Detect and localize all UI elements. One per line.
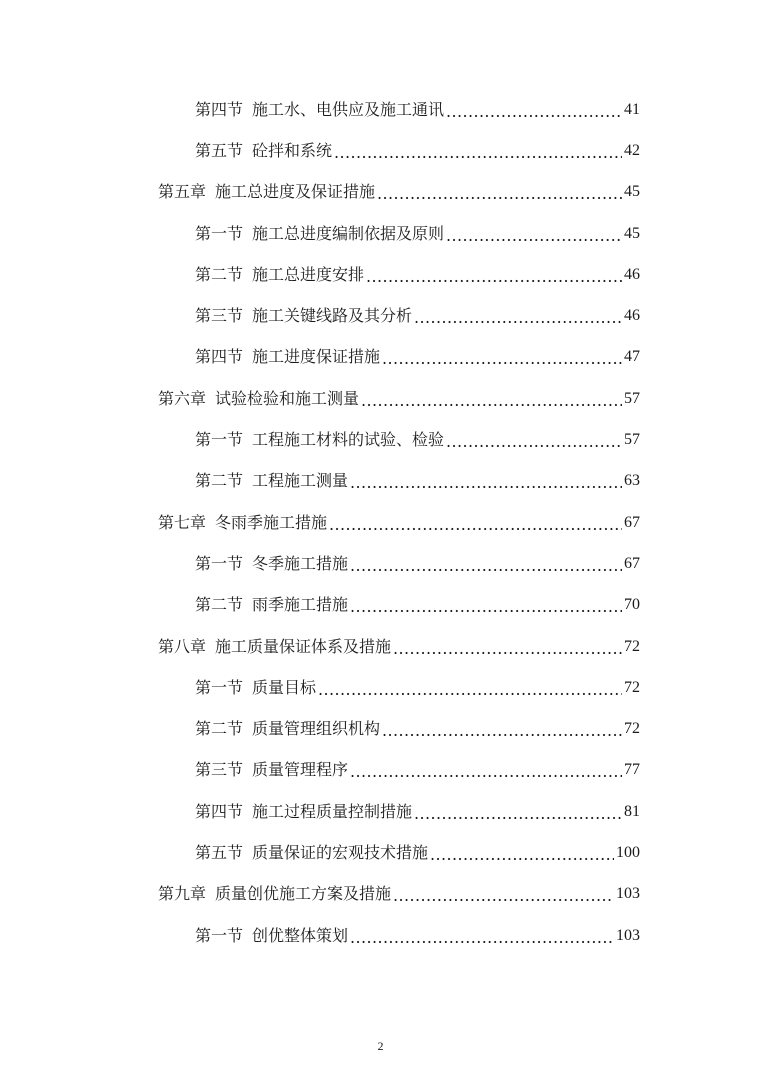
chapter-label: 第八章 bbox=[158, 636, 207, 656]
entry-page-number: 41 bbox=[624, 100, 640, 118]
entry-page-number: 72 bbox=[624, 637, 640, 655]
dot-leader bbox=[446, 102, 622, 122]
entry-page-number: 42 bbox=[624, 141, 640, 159]
toc-section-entry[interactable] bbox=[0, 254, 640, 295]
dot-leader bbox=[329, 515, 622, 535]
entry-title: 雨季施工措施 bbox=[252, 595, 349, 615]
entry-title: 试验检验和施工测量 bbox=[215, 388, 360, 408]
table-of-contents bbox=[0, 89, 761, 956]
entry-page-number: 45 bbox=[624, 183, 640, 201]
entry-page-number: 67 bbox=[624, 513, 640, 531]
section-label: 第一节 bbox=[195, 925, 244, 945]
entry-page-number: 70 bbox=[624, 596, 640, 614]
entry-title: 工程施工测量 bbox=[252, 471, 349, 491]
entry-title: 质量目标 bbox=[252, 677, 317, 697]
entry-title: 施工总进度安排 bbox=[252, 264, 365, 284]
section-label: 第二节 bbox=[195, 719, 244, 739]
entry-title: 施工过程质量控制措施 bbox=[252, 801, 413, 821]
entry-page-number: 72 bbox=[624, 720, 640, 738]
dot-leader bbox=[377, 184, 622, 204]
section-label: 第五节 bbox=[195, 842, 244, 862]
entry-title: 冬季施工措施 bbox=[252, 553, 349, 573]
dot-leader bbox=[350, 473, 622, 493]
dot-leader bbox=[350, 928, 614, 948]
dot-leader bbox=[446, 226, 622, 246]
entry-title: 质量保证的宏观技术措施 bbox=[252, 842, 429, 862]
entry-page-number: 100 bbox=[616, 843, 640, 861]
dot-leader bbox=[366, 267, 622, 287]
section-label: 第三节 bbox=[195, 306, 244, 326]
toc-section-entry[interactable] bbox=[0, 543, 640, 584]
section-label: 第三节 bbox=[195, 760, 244, 780]
section-label: 第四节 bbox=[195, 347, 244, 367]
entry-page-number: 47 bbox=[624, 348, 640, 366]
toc-section-entry[interactable] bbox=[0, 213, 640, 254]
entry-title: 创优整体策划 bbox=[252, 925, 349, 945]
entry-page-number: 77 bbox=[624, 761, 640, 779]
toc-section-entry[interactable] bbox=[0, 337, 640, 378]
page-number: 2 bbox=[377, 1039, 384, 1053]
section-label: 第一节 bbox=[195, 677, 244, 697]
toc-section-entry[interactable] bbox=[0, 295, 640, 336]
entry-title: 质量创优施工方案及措施 bbox=[215, 884, 392, 904]
toc-chapter-entry[interactable] bbox=[0, 502, 640, 543]
entry-title: 工程施工材料的试验、检验 bbox=[252, 430, 445, 450]
dot-leader bbox=[393, 886, 614, 906]
toc-chapter-entry[interactable] bbox=[0, 626, 640, 667]
entry-title: 施工总进度编制依据及原则 bbox=[252, 223, 445, 243]
entry-page-number: 45 bbox=[624, 224, 640, 242]
chapter-label: 第五章 bbox=[158, 182, 207, 202]
toc-section-entry[interactable] bbox=[0, 750, 640, 791]
dot-leader bbox=[350, 597, 622, 617]
dot-leader bbox=[382, 721, 622, 741]
section-label: 第四节 bbox=[195, 801, 244, 821]
toc-chapter-entry[interactable] bbox=[0, 874, 640, 915]
section-label: 第二节 bbox=[195, 471, 244, 491]
dot-leader bbox=[318, 680, 622, 700]
dot-leader bbox=[361, 391, 622, 411]
toc-section-entry[interactable] bbox=[0, 667, 640, 708]
dot-leader bbox=[446, 432, 622, 452]
entry-title: 砼拌和系统 bbox=[252, 140, 333, 160]
toc-section-entry[interactable] bbox=[0, 89, 640, 130]
toc-section-entry[interactable] bbox=[0, 585, 640, 626]
entry-title: 施工进度保证措施 bbox=[252, 347, 381, 367]
entry-title: 冬雨季施工措施 bbox=[215, 512, 328, 532]
section-label: 第一节 bbox=[195, 223, 244, 243]
chapter-label: 第六章 bbox=[158, 388, 207, 408]
dot-leader bbox=[350, 556, 622, 576]
entry-page-number: 57 bbox=[624, 389, 640, 407]
section-label: 第二节 bbox=[195, 264, 244, 284]
entry-page-number: 67 bbox=[624, 554, 640, 572]
entry-title: 施工水、电供应及施工通讯 bbox=[252, 99, 445, 119]
dot-leader bbox=[414, 308, 622, 328]
entry-page-number: 103 bbox=[616, 926, 640, 944]
section-label: 第一节 bbox=[195, 553, 244, 573]
section-label: 第一节 bbox=[195, 430, 244, 450]
section-label: 第二节 bbox=[195, 595, 244, 615]
entry-title: 质量管理组织机构 bbox=[252, 719, 381, 739]
entry-page-number: 81 bbox=[624, 802, 640, 820]
toc-section-entry[interactable] bbox=[0, 915, 640, 956]
dot-leader bbox=[393, 639, 622, 659]
toc-section-entry[interactable] bbox=[0, 461, 640, 502]
section-label: 第五节 bbox=[195, 140, 244, 160]
entry-page-number: 72 bbox=[624, 678, 640, 696]
entry-page-number: 46 bbox=[624, 307, 640, 325]
entry-page-number: 46 bbox=[624, 265, 640, 283]
toc-section-entry[interactable] bbox=[0, 130, 640, 171]
entry-page-number: 103 bbox=[616, 885, 640, 903]
dot-leader bbox=[334, 143, 622, 163]
toc-section-entry[interactable] bbox=[0, 419, 640, 460]
dot-leader bbox=[414, 804, 622, 824]
toc-chapter-entry[interactable] bbox=[0, 378, 640, 419]
entry-page-number: 63 bbox=[624, 472, 640, 490]
dot-leader bbox=[350, 762, 622, 782]
entry-title: 施工总进度及保证措施 bbox=[215, 182, 376, 202]
section-label: 第四节 bbox=[195, 99, 244, 119]
entry-title: 施工质量保证体系及措施 bbox=[215, 636, 392, 656]
toc-section-entry[interactable] bbox=[0, 708, 640, 749]
chapter-label: 第七章 bbox=[158, 512, 207, 532]
entry-title: 施工关键线路及其分析 bbox=[252, 306, 413, 326]
toc-section-entry[interactable] bbox=[0, 832, 640, 873]
entry-page-number: 57 bbox=[624, 431, 640, 449]
toc-chapter-entry[interactable] bbox=[0, 172, 640, 213]
dot-leader bbox=[382, 349, 622, 369]
dot-leader bbox=[430, 845, 614, 865]
chapter-label: 第九章 bbox=[158, 884, 207, 904]
entry-title: 质量管理程序 bbox=[252, 760, 349, 780]
toc-section-entry[interactable] bbox=[0, 791, 640, 832]
